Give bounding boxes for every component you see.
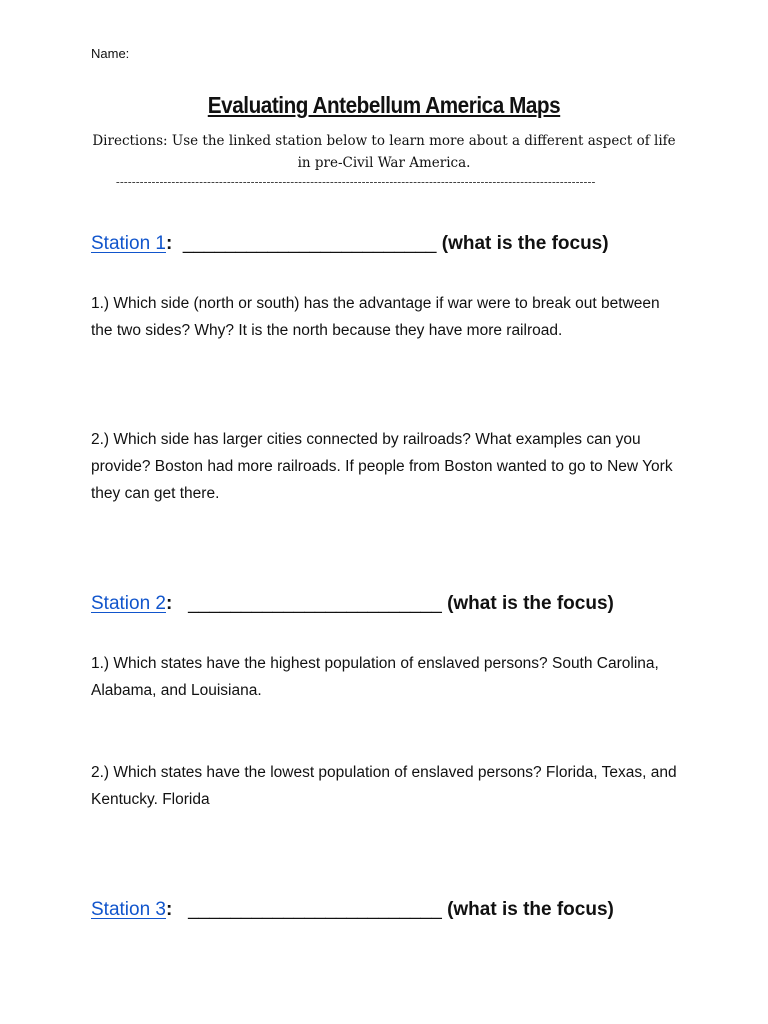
station-2-question-1: 1.) Which states have the highest population of enslaved persons? South Carolina, Alabama, and Louisiana. [91, 655, 659, 699]
station-3-link[interactable]: Station 3 [91, 899, 166, 920]
page-title: Evaluating Antebellum America Maps [207, 92, 561, 118]
station-2-colon: : [166, 593, 173, 614]
station-2-focus-prompt: (what is the focus) [447, 593, 614, 614]
station-2-link[interactable]: Station 2 [91, 593, 166, 614]
station-3-blank: ________________________ [188, 899, 442, 920]
station-1-blank: ________________________ [182, 233, 437, 254]
directions-text: Directions: Use the linked station below to learn more about a different aspect of life in pre-Civil War America. [92, 133, 676, 171]
station-1-question-1: 1.) Which side (north or south) has the advantage if war were to break out between the two sides? Why? It is the north because they have more railroad. [91, 295, 660, 339]
station-1-focus-prompt: (what is the focus) [441, 233, 609, 254]
station-1-link[interactable]: Station 1 [91, 233, 166, 254]
dashed-divider: ------------------------------------------------------------------------------------------------------------------------- [116, 176, 596, 188]
station-1-colon: : [166, 233, 173, 254]
station-3-focus-prompt: (what is the focus) [447, 899, 614, 920]
station-2-blank: ________________________ [188, 593, 442, 614]
station-1-heading [91, 233, 609, 255]
station-3-heading [91, 899, 614, 921]
station-2-heading [91, 593, 614, 615]
station-2-question-2: 2.) Which states have the lowest population of enslaved persons? Florida, Texas, and Kentucky. Florida [91, 764, 677, 808]
station-1-question-2: 2.) Which side has larger cities connected by railroads? What examples can you provide? Boston had more railroads. If people from Boston wanted to go to New York they can get there. [91, 431, 673, 502]
station-3-colon: : [166, 899, 173, 920]
name-label: Name: [91, 46, 130, 61]
